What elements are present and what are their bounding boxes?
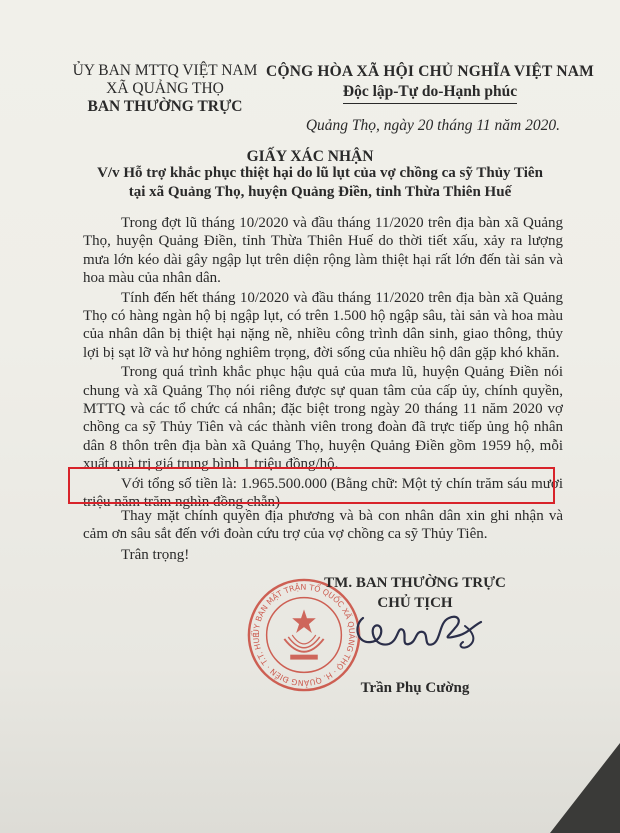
closing-section — [83, 507, 563, 566]
body-paragraph: Trong đợt lũ tháng 10/2020 và đầu tháng 11/2020 trên địa bàn xã Quảng Thọ, huyện Quảng Điền, tỉnh Thừa Thiên Huế do thời tiết xấu, xảy ra lượng mưa lớn kéo dài gây ngập lụt trên diện rộng làm thiệt hại rất lớn đến tài sản và hoa màu của nhân dân. — [83, 215, 563, 287]
issuing-agency-header — [60, 62, 270, 116]
closing-greeting: Trân trọng! — [121, 546, 190, 563]
body-paragraph: Tính đến hết tháng 10/2020 và đầu tháng 11/2020 trên địa bàn xã Quảng Thọ có hàng ngàn hộ bị ngập lụt, có trên 1.500 hộ ngập sâu, tài sản và hoa màu của nhân dân bị thiệt hại nặng nề, nhiều công trình dân sinh, giao thông, thủy lợi bị sạt lỡ và hư hỏng nghiêm trọng, đời sống của nhiều hộ dân gặp khó khăn. — [83, 289, 563, 361]
signer-title: CHỦ TỊCH — [377, 595, 453, 611]
background-corner — [550, 743, 620, 833]
agency-line-1: ỦY BAN MTTQ VIỆT NAM — [72, 62, 258, 79]
document-subject — [40, 164, 600, 202]
signer-name: Trần Phụ Cường — [360, 680, 470, 696]
national-title: CỘNG HÒA XÃ HỘI CHỦ NGHĨA VIỆT NAM — [266, 63, 594, 80]
subject-line-1: V/v Hỗ trợ khắc phục thiệt hại do lũ lụt của vợ chồng ca sỹ Thủy Tiên — [97, 165, 543, 181]
total-amount-paragraph: Với tổng số tiền là: 1.965.500.000 (Bằng chữ: Một tỷ chín trăm sáu mươi triệu năm trăm nghìn đồng chẵn) — [83, 475, 563, 511]
handwritten-signature — [345, 596, 495, 666]
stamp-text: ỦY BAN MẶT TRẬN TỔ QUỐC XÃ QUẢNG THỌ · H. QUẢNG ĐIỀN · T.T. HUẾ — [251, 582, 357, 688]
national-motto-header — [265, 62, 595, 104]
national-motto: Độc lập-Tự do-Hạnh phúc — [343, 82, 517, 104]
subject-line-2: tại xã Quảng Thọ, huyện Quảng Điền, tỉnh Thừa Thiên Huế — [128, 184, 512, 200]
agency-line-3: BAN THƯỜNG TRỰC — [87, 98, 243, 115]
place-date: Quảng Thọ, ngày 20 tháng 11 năm 2020. — [305, 117, 560, 134]
signer-organization: TM. BAN THƯỜNG TRỰC — [324, 575, 506, 591]
body-paragraph: Trong quá trình khắc phục hậu quả của mưa lũ, huyện Quảng Điền nói chung và xã Quảng Thọ nói riêng được sự quan tâm của cấp ủy, chính quyền, MTTQ và các tổ chức cá nhân; đặc biệt trong ngày 20 tháng 11 năm 2020 vợ chồng ca sỹ Thủy Tiên và các thành viên trong đoàn đã trực tiếp ủng hộ nhân dân 8 thôn trên địa bàn xã Quảng Thọ, huyện Quảng Điền gồm 1959 hộ, mỗi xuất quà trị giá trung bình 1 triệu đồng/hộ. — [83, 364, 563, 473]
closing-paragraph: Thay mặt chính quyền địa phương và bà con nhân dân xin ghi nhận và cảm ơn sâu sắt đến với đoàn cứu trợ của vợ chồng ca sỹ Thủy Tiên. — [83, 508, 563, 543]
total-amount-highlight — [68, 467, 555, 504]
stamp-emblem — [284, 609, 323, 659]
document-title: GIẤY XÁC NHẬN — [246, 148, 374, 165]
agency-line-2: XÃ QUẢNG THỌ — [106, 80, 224, 97]
